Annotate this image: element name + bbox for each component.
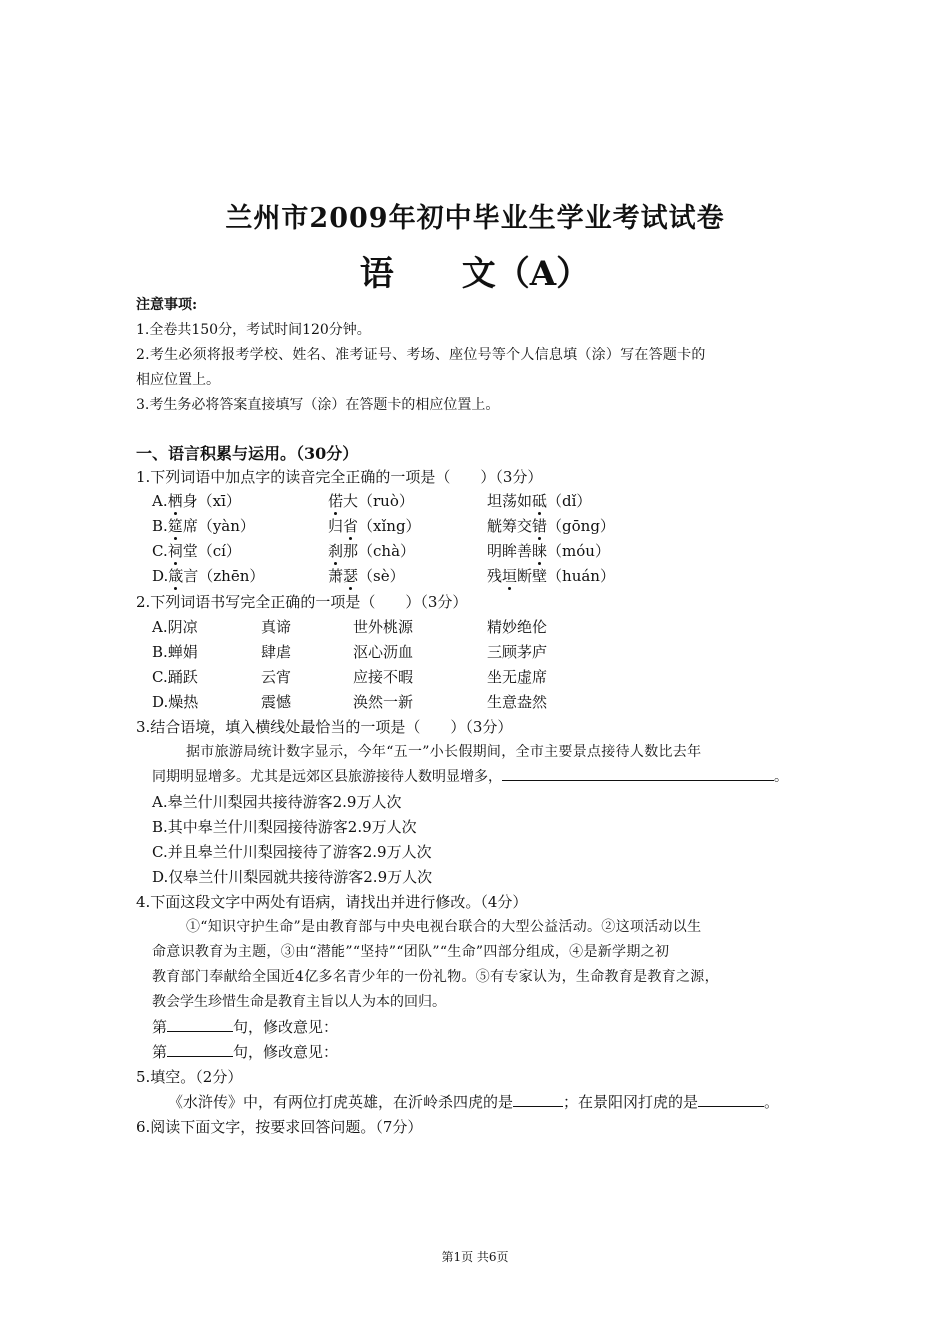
question-4-passage: 教会学生珍惜生命是教育主旨以人为本的回归。 [152,994,446,1010]
option-b: B.其中皋兰什川梨园接待游客2.9万人次 [152,818,417,836]
question-3-stem: 3.结合语境，填入横线处最恰当的一项是（ ）（3分） [136,718,513,736]
option-word: 沤心沥血 [353,643,414,661]
option-d-word-3: 残垣断壁（huán） [487,567,615,585]
dotted-char: 睐 [532,542,548,560]
option-word: 世外桃源 [353,618,414,636]
dotted-char: 刹 [328,542,344,560]
dotted-char: 祠 [167,542,183,560]
answer-blank [502,766,774,781]
option-d: D.燥热 [152,693,199,711]
question-1-stem: 1.下列词语中加点字的读音完全正确的一项是（ ）（3分） [136,468,543,486]
question-3-passage: 同期明显增多。尤其是远郊区县旅游接待人数明显增多， 。 [152,766,788,786]
option-word: 肆虐 [261,643,292,661]
option-b: B.筵席（yàn） [152,517,255,535]
answer-blank [513,1092,563,1107]
option-b: B.蝉娟 [152,643,198,661]
option-a-word-3: 坦荡如砥（dǐ） [487,492,592,510]
dotted-char: 筵 [167,517,183,535]
question-4-passage: 命意识教育为主题，③由“潜能”“坚持”“团队”“生命”四部分组成，④是新学期之初 [152,944,670,960]
answer-blank [167,1042,233,1057]
option-d: D.仅皋兰什川梨园就共接待游客2.9万人次 [152,868,433,886]
option-b-word-3: 觥筹交错（gōng） [487,517,615,535]
subject-title: 语 文（A） [359,254,591,294]
section-heading: 一、语言积累与运用。（30分） [136,444,359,463]
notice-item: 3.考生务必将答案直接填写（涂）在答题卡的相应位置上。 [136,397,500,413]
page-footer: 第1页 共6页 [441,1250,509,1264]
option-a: A.皋兰什川梨园共接待游客2.9万人次 [152,793,402,811]
option-a-word-2: 偌大（ruò） [328,492,414,510]
notice-item: 相应位置上。 [136,372,220,388]
notice-item: 2.考生必须将报考学校、姓名、准考证号、考场、座位号等个人信息填（涂）写在答题卡的 [136,347,706,363]
answer-line: 第 句，修改意见： [152,1018,339,1036]
question-6-stem: 6.阅读下面文字，按要求回答问题。（7分） [136,1118,423,1136]
option-a: A.阴凉 [152,618,198,636]
option-word: 真谛 [261,618,292,636]
option-word: 涣然一新 [353,693,414,711]
option-c-word-3: 明眸善睐（móu） [487,542,610,560]
option-c: C.并且皋兰什川梨园接待了游客2.9万人次 [152,843,432,861]
dotted-char: 偌 [328,492,344,510]
question-2-stem: 2.下列词语书写完全正确的一项是（ ）（3分） [136,593,468,611]
option-word: 三顾茅庐 [487,643,548,661]
option-word: 坐无虚席 [487,668,548,686]
option-word: 应接不暇 [353,668,414,686]
option-word: 精妙绝伦 [487,618,548,636]
option-word: 生意盎然 [487,693,548,711]
option-a: A.栖身（xī） [152,492,241,510]
notice-heading: 注意事项: [136,297,198,313]
option-d: D.箴言（zhēn） [152,567,265,585]
dotted-char: 栖 [167,492,183,510]
notice-item: 1.全卷共150分，考试时间120分钟。 [136,322,371,338]
question-4-passage: ①“知识守护生命”是由教育部与中央电视台联合的大型公益活动。②这项活动以生 [186,919,702,935]
answer-blank [167,1017,233,1032]
option-b-word-2: 归省（xǐng） [328,517,421,535]
dotted-char: 砥 [532,492,548,510]
question-4-passage: 教育部门奉献给全国近4亿多名青少年的一份礼物。⑤有专家认为，生命教育是教育之源， [152,969,719,985]
answer-line: 第 句，修改意见： [152,1043,339,1061]
option-word: 震憾 [261,693,292,711]
dotted-char: 错 [532,517,548,535]
dotted-char: 瑟 [343,567,359,585]
question-4-stem: 4.下面这段文字中两处有语病，请找出并进行修改。（4分） [136,893,528,911]
question-5-body: 《水浒传》中，有两位打虎英雄，在沂岭杀四虎的是 ；在景阳冈打虎的是 。 [168,1093,780,1111]
option-c-word-2: 刹那（chà） [328,542,416,560]
option-c: C.祠堂（cí） [152,542,241,560]
exam-title: 兰州市2009年初中毕业生学业考试试卷 [225,203,725,234]
answer-blank [698,1092,764,1107]
dotted-char: 省 [343,517,359,535]
dotted-char: 箴 [168,567,184,585]
question-5-stem: 5.填空。（2分） [136,1068,243,1086]
option-word: 云宵 [261,668,292,686]
question-3-passage: 据市旅游局统计数字显示，今年“五一”小长假期间，全市主要景点接待人数比去年 [186,744,702,760]
option-c: C.踊跃 [152,668,198,686]
dotted-char: 垣 [502,567,518,585]
option-d-word-2: 萧瑟（sè） [328,567,405,585]
